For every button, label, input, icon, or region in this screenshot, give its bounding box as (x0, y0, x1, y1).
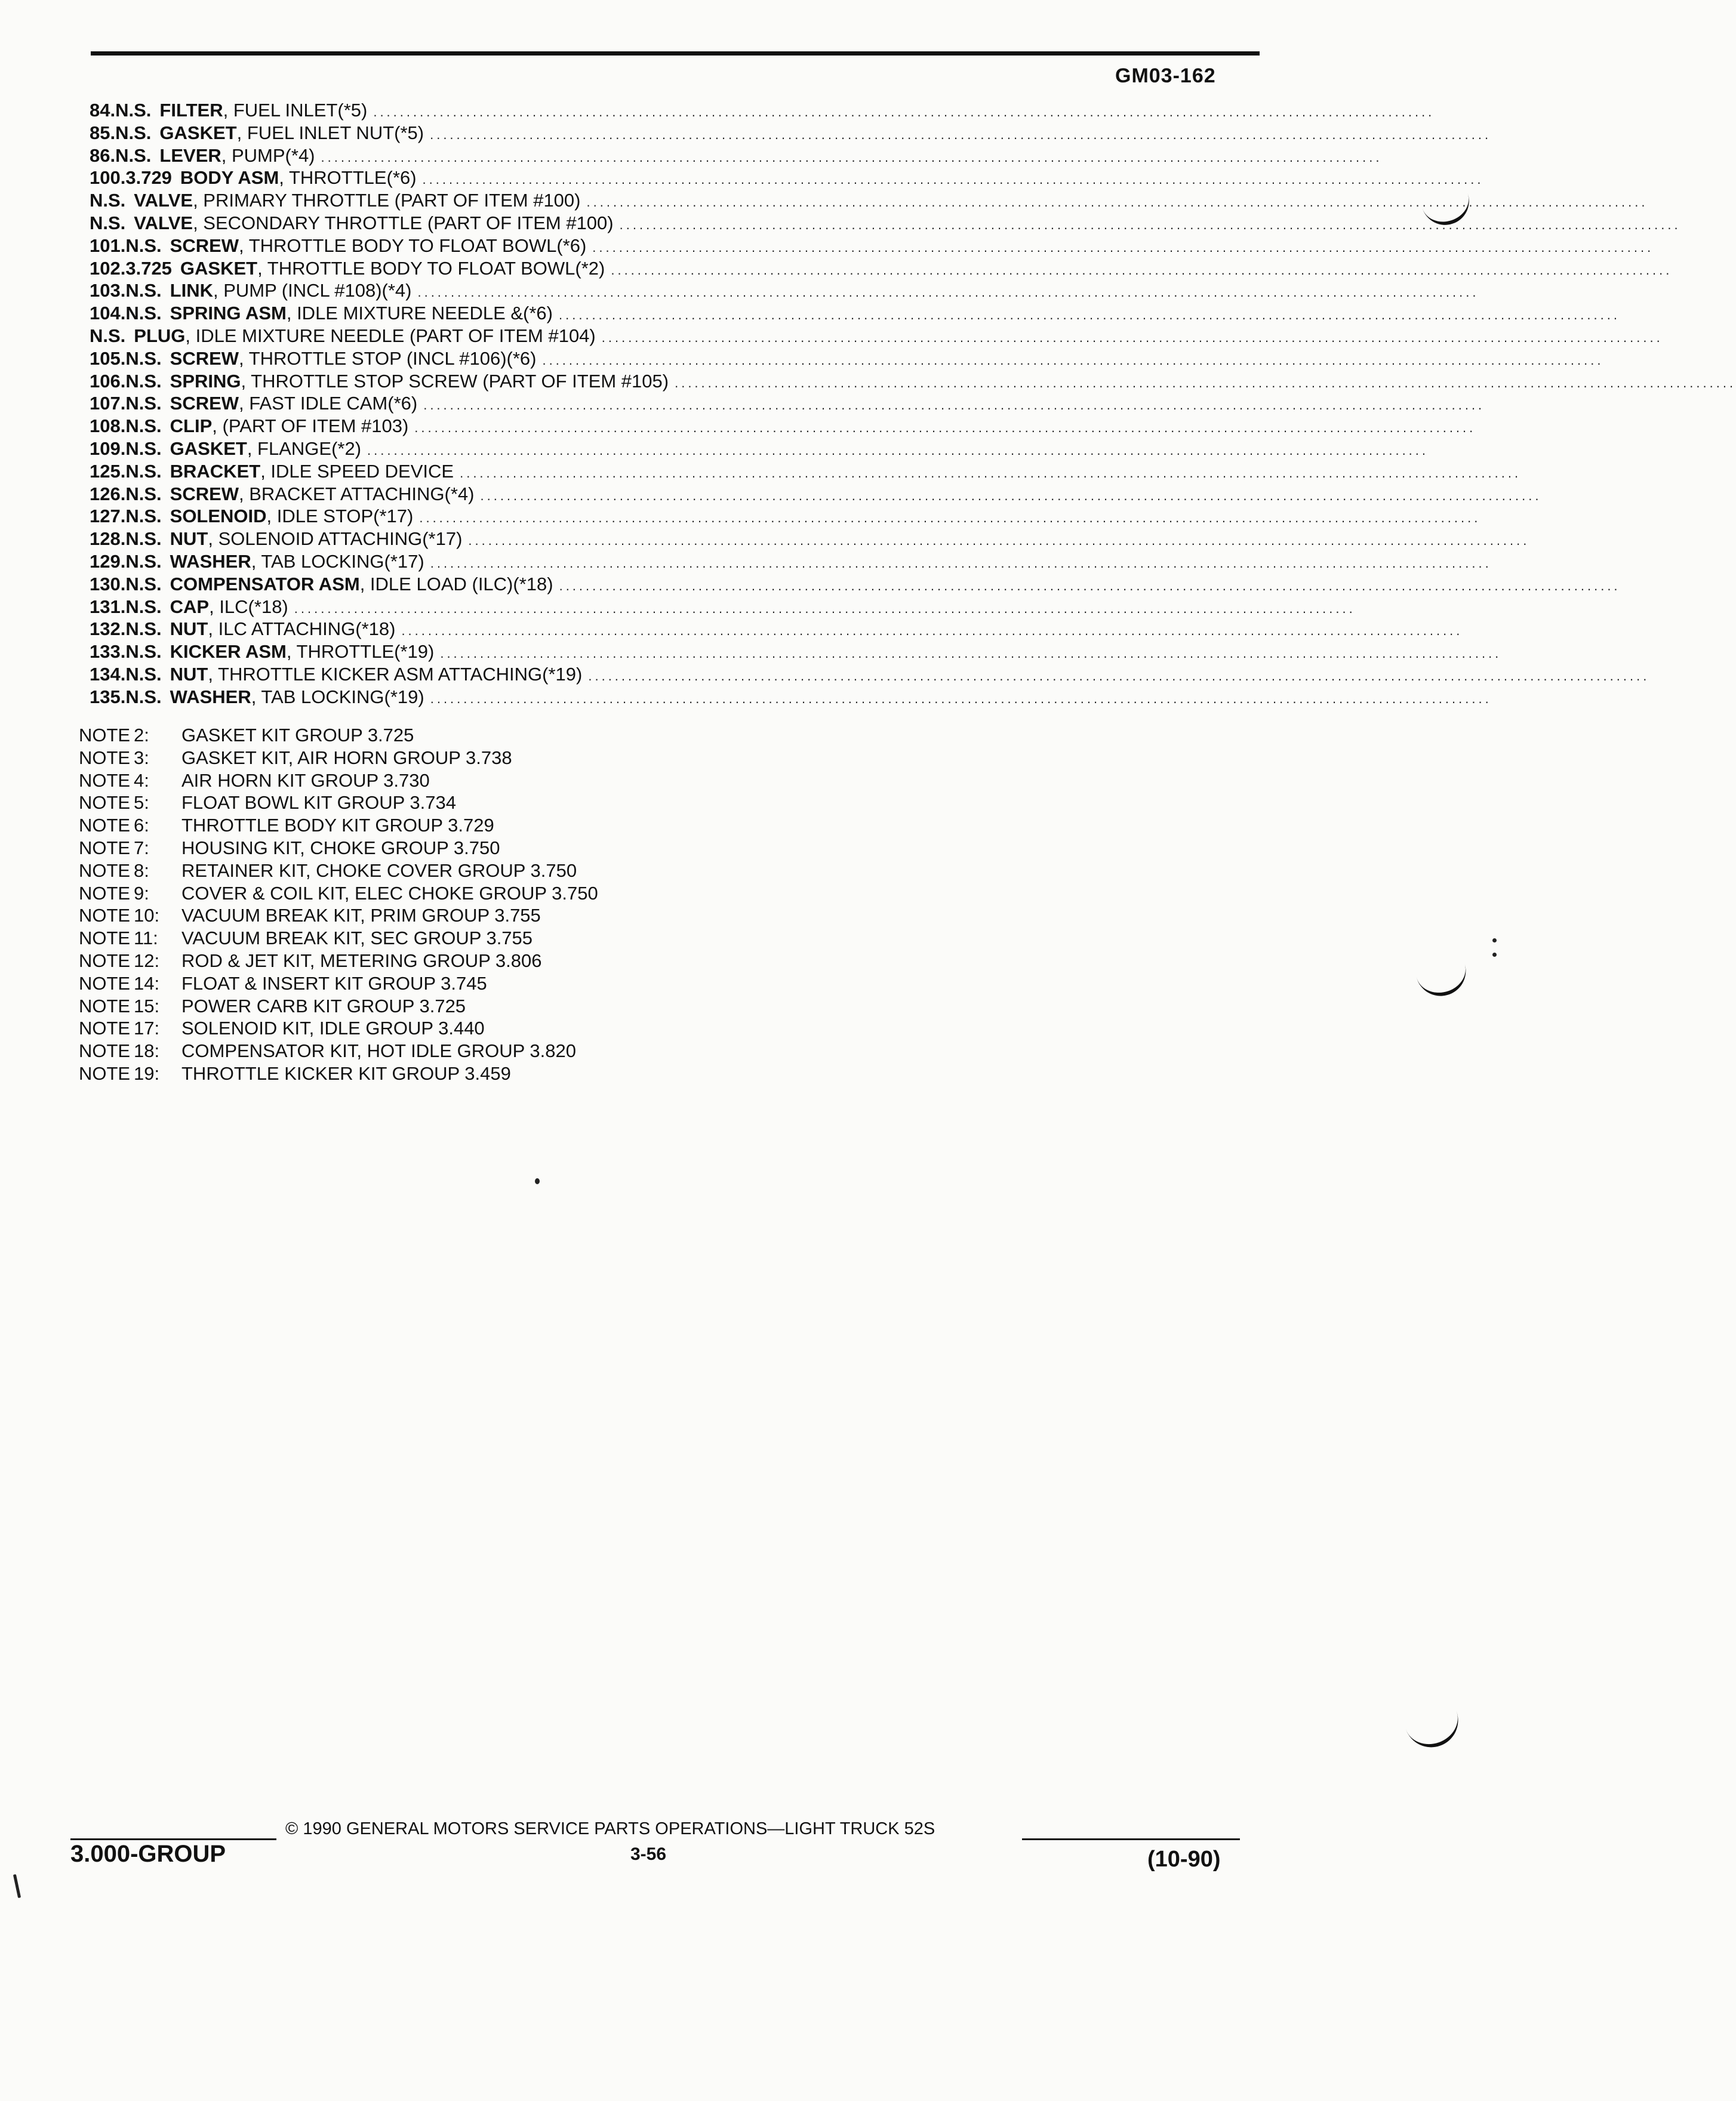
parts-row (90, 415, 1476, 438)
item-group: N.S. (90, 325, 126, 346)
item-number: 127. (90, 506, 126, 527)
item-group: 3.725 (125, 257, 172, 279)
note-label: NOTE (79, 905, 131, 926)
dot-leader: ................................................................................................................................................................ (430, 555, 1492, 571)
item-group: N.S. (125, 460, 162, 482)
note-text: SOLENOID KIT, IDLE GROUP 3.440 (181, 1018, 485, 1039)
note-row (79, 769, 598, 792)
item-description (125, 325, 595, 347)
item-part-detail: , THROTTLE STOP (INCL #106)(*6) (239, 347, 537, 369)
dot-leader: ................................................................................................................................................................ (294, 600, 1356, 616)
note-label: NOTE (79, 928, 131, 949)
item-group: N.S. (125, 641, 162, 663)
parts-row (90, 257, 1673, 280)
item-part-detail: , SOLENOID ATTACHING(*17) (208, 528, 463, 550)
item-description (172, 257, 605, 280)
item-number: 126. (90, 483, 126, 504)
item-description (162, 640, 435, 663)
note-row (79, 1040, 598, 1062)
scan-speck (1492, 938, 1497, 942)
note-row (79, 791, 598, 814)
footer-page-number: 3-56 (630, 1844, 667, 1864)
item-number: 103. (90, 280, 126, 301)
item-number: 84. (90, 100, 116, 121)
item-group: N.S. (115, 144, 152, 166)
item-group: N.S. (125, 596, 162, 617)
item-group: N.S. (125, 370, 162, 392)
item-part-detail: , (PART OF ITEM #103) (212, 415, 409, 437)
parts-row (90, 460, 1522, 483)
item-group: N.S. (125, 393, 162, 414)
note-text: ROD & JET KIT, METERING GROUP 3.806 (181, 950, 542, 971)
note-row (79, 972, 598, 995)
dot-leader: ................................................................................................................................................................ (559, 578, 1621, 593)
note-number: 6: (134, 815, 149, 836)
note-number: 5: (134, 792, 149, 814)
parts-row (90, 325, 1663, 347)
note-label: NOTE (79, 1040, 131, 1062)
item-part-name: SCREW (170, 483, 239, 504)
item-group: N.S. (125, 528, 162, 550)
item-part-detail: , THROTTLE BODY TO FLOAT BOWL(*2) (257, 257, 605, 279)
note-number: 4: (134, 769, 149, 791)
parts-row (90, 528, 1530, 550)
item-part-name: GASKET (170, 438, 247, 459)
dot-leader: ................................................................................................................................................................ (430, 691, 1492, 706)
dot-leader: ................................................................................................................................................................ (675, 375, 1736, 390)
scan-speck (1492, 953, 1497, 957)
note-text: COMPENSATOR KIT, HOT IDLE GROUP 3.820 (181, 1040, 576, 1062)
dot-leader: ................................................................................................................................................................ (588, 668, 1650, 683)
item-number: 129. (90, 550, 126, 572)
note-row (79, 882, 598, 905)
note-label: NOTE (79, 950, 131, 971)
note-label: NOTE (79, 769, 131, 791)
parts-row (90, 663, 1650, 686)
parts-row (90, 144, 1383, 167)
item-description (162, 460, 454, 483)
item-description (162, 415, 409, 438)
note-text: VACUUM BREAK KIT, SEC GROUP 3.755 (181, 928, 533, 949)
footer-copyright: © 1990 GENERAL MOTORS SERVICE PARTS OPERATIONS—LIGHT TRUCK 52S (285, 1819, 935, 1838)
dot-leader: ................................................................................................................................................................ (422, 172, 1484, 187)
dot-leader: ................................................................................................................................................................ (586, 195, 1648, 210)
item-part-detail: , FLANGE(*2) (247, 438, 362, 459)
item-group: N.S. (125, 483, 162, 504)
footer-date: (10-90) (1147, 1847, 1221, 1872)
parts-row (90, 167, 1484, 189)
parts-row (90, 212, 1681, 235)
note-label: NOTE (79, 747, 131, 768)
dot-leader: ................................................................................................................................................................ (601, 329, 1663, 345)
item-description (162, 279, 412, 302)
item-group: N.S. (125, 663, 162, 685)
dot-leader: ................................................................................................................................................................ (440, 646, 1502, 661)
item-part-detail: , IDLE SPEED DEVICE (260, 460, 454, 482)
item-description (125, 189, 580, 212)
item-number: 125. (90, 460, 126, 482)
note-row (79, 904, 598, 927)
item-part-name: SCREW (170, 393, 239, 414)
note-number: 12: (134, 950, 160, 971)
parts-row (90, 302, 1620, 325)
item-part-detail: , IDLE MIXTURE NEEDLE (PART OF ITEM #104) (185, 325, 596, 346)
parts-list (90, 99, 1736, 708)
item-part-name: CLIP (170, 415, 213, 437)
item-part-detail: , TAB LOCKING(*19) (251, 686, 424, 707)
item-part-name: SCREW (170, 347, 239, 369)
item-part-detail: , ILC(*18) (209, 596, 288, 617)
item-part-name: SPRING ASM (170, 303, 287, 324)
item-description (162, 505, 414, 528)
item-description (162, 483, 475, 506)
item-number: 104. (90, 303, 126, 324)
item-group: N.S. (125, 347, 162, 369)
binder-hole-mark (1415, 961, 1472, 1002)
item-number: 85. (90, 122, 116, 143)
note-label: NOTE (79, 1018, 131, 1039)
item-description (162, 438, 361, 460)
item-group: N.S. (125, 573, 162, 594)
note-number: 11: (134, 928, 158, 949)
dot-leader: ................................................................................................................................................................ (401, 623, 1463, 639)
note-label: NOTE (79, 792, 131, 814)
dot-leader: ................................................................................................................................................................ (460, 465, 1522, 480)
item-group: N.S. (125, 618, 162, 640)
parts-row (90, 370, 1736, 393)
item-part-name: SCREW (170, 235, 239, 256)
item-part-detail: , IDLE MIXTURE NEEDLE &(*6) (286, 303, 553, 324)
item-part-detail: , IDLE STOP(*17) (266, 506, 414, 527)
item-group: N.S. (115, 100, 152, 121)
item-number: 132. (90, 618, 126, 640)
item-part-detail: , PRIMARY THROTTLE (PART OF ITEM #100) (193, 190, 581, 211)
parts-row (90, 279, 1479, 302)
note-row (79, 1062, 598, 1085)
note-number: 15: (134, 995, 160, 1016)
item-part-detail: , THROTTLE BODY TO FLOAT BOWL(*6) (239, 235, 587, 256)
dot-leader: ................................................................................................................................................................ (619, 217, 1681, 232)
note-text: COVER & COIL KIT, ELEC CHOKE GROUP 3.750 (181, 882, 598, 904)
note-number: 10: (134, 905, 160, 926)
item-group: N.S. (125, 438, 162, 459)
note-number: 17: (134, 1018, 160, 1039)
item-number: 105. (90, 347, 126, 369)
item-part-name: SOLENOID (170, 506, 267, 527)
item-description (162, 573, 553, 596)
item-part-detail: , BRACKET ATTACHING(*4) (239, 483, 475, 504)
item-group: N.S. (125, 550, 162, 572)
footer-rule-left (70, 1838, 276, 1840)
item-description (125, 212, 613, 235)
parts-row (90, 392, 1485, 415)
item-part-name: VALVE (134, 190, 193, 211)
scan-speck (13, 1874, 21, 1898)
item-part-name: FILTER (159, 100, 223, 121)
dot-leader: ................................................................................................................................................................ (611, 262, 1673, 278)
item-part-name: COMPENSATOR ASM (170, 573, 360, 594)
note-number: 14: (134, 972, 160, 994)
scan-speck (535, 1178, 540, 1184)
note-number: 3: (134, 747, 149, 768)
note-text: THROTTLE KICKER KIT GROUP 3.459 (181, 1062, 511, 1084)
dot-leader: ................................................................................................................................................................ (430, 127, 1492, 142)
item-part-name: NUT (170, 618, 208, 640)
item-number: 101. (90, 235, 126, 256)
item-part-name: BRACKET (170, 460, 261, 482)
note-text: GASKET KIT, AIR HORN GROUP 3.738 (181, 747, 512, 768)
item-part-name: CAP (170, 596, 210, 617)
note-label: NOTE (79, 860, 131, 881)
item-group: N.S. (125, 235, 162, 256)
parts-row (90, 189, 1648, 212)
item-part-name: WASHER (170, 550, 251, 572)
parts-row (90, 618, 1463, 640)
item-description (162, 686, 424, 708)
item-part-detail: , FUEL INLET(*5) (223, 100, 368, 121)
dot-leader: ................................................................................................................................................................ (592, 239, 1654, 255)
item-part-detail: , PUMP (INCL #108)(*4) (213, 280, 412, 301)
notes-list (79, 724, 598, 1085)
item-part-detail: , FUEL INLET NUT(*5) (236, 122, 424, 143)
parts-row (90, 483, 1542, 506)
item-part-name: KICKER ASM (170, 641, 287, 663)
parts-row (90, 573, 1621, 596)
note-row (79, 747, 598, 769)
item-part-detail: , PUMP(*4) (221, 144, 315, 166)
item-group: N.S. (90, 212, 126, 233)
dot-leader: ................................................................................................................................................................ (423, 398, 1485, 413)
item-part-detail: , IDLE LOAD (ILC)(*18) (359, 573, 553, 594)
note-row (79, 724, 598, 747)
item-description (151, 144, 315, 167)
item-part-name: WASHER (170, 686, 251, 707)
dot-leader: ................................................................................................................................................................ (321, 149, 1383, 165)
dot-leader: ................................................................................................................................................................ (414, 420, 1476, 436)
note-label: NOTE (79, 882, 131, 904)
note-row (79, 1017, 598, 1040)
note-text: FLOAT & INSERT KIT GROUP 3.745 (181, 972, 487, 994)
item-group: N.S. (125, 280, 162, 301)
note-label: NOTE (79, 837, 131, 858)
note-label: NOTE (79, 725, 131, 745)
note-row (79, 837, 598, 860)
note-text: RETAINER KIT, CHOKE COVER GROUP 3.750 (181, 860, 577, 881)
parts-row (90, 99, 1435, 122)
parts-row (90, 640, 1502, 663)
item-number: 106. (90, 370, 126, 392)
item-part-name: NUT (170, 663, 208, 685)
item-description (162, 663, 583, 686)
note-label: NOTE (79, 995, 131, 1016)
note-number: 7: (134, 837, 149, 858)
dot-leader: ................................................................................................................................................................ (542, 352, 1604, 368)
item-number: 102. (90, 257, 126, 279)
dot-leader: ................................................................................................................................................................ (373, 104, 1435, 119)
note-text: THROTTLE BODY KIT GROUP 3.729 (181, 815, 494, 836)
item-part-detail: , THROTTLE(*6) (279, 167, 417, 189)
note-number: 9: (134, 882, 149, 904)
note-label: NOTE (79, 815, 131, 836)
note-text: AIR HORN KIT GROUP 3.730 (181, 769, 430, 791)
item-part-name: VALVE (134, 212, 193, 233)
item-description (162, 596, 288, 618)
item-part-name: GASKET (180, 257, 258, 279)
item-group: 3.729 (125, 167, 172, 189)
item-group: N.S. (125, 303, 162, 324)
item-number: 130. (90, 573, 126, 594)
item-part-detail: , TAB LOCKING(*17) (251, 550, 424, 572)
parts-row (90, 686, 1492, 708)
item-part-detail: , THROTTLE STOP SCREW (PART OF ITEM #105) (241, 370, 669, 392)
note-text: VACUUM BREAK KIT, PRIM GROUP 3.755 (181, 905, 541, 926)
parts-row (90, 122, 1492, 144)
item-number: 100. (90, 167, 126, 189)
item-description (162, 347, 537, 370)
item-description (162, 550, 424, 573)
item-number: 135. (90, 686, 126, 707)
note-row (79, 950, 598, 972)
parts-row (90, 235, 1654, 257)
item-part-name: LINK (170, 280, 213, 301)
note-row (79, 995, 598, 1018)
dot-leader: ................................................................................................................................................................ (480, 488, 1542, 503)
item-number: 131. (90, 596, 126, 617)
parts-row (90, 347, 1604, 370)
parts-row (90, 596, 1356, 618)
note-label: NOTE (79, 972, 131, 994)
dot-leader: ................................................................................................................................................................ (559, 307, 1620, 323)
note-text: POWER CARB KIT GROUP 3.725 (181, 995, 466, 1016)
item-part-name: BODY ASM (180, 167, 279, 189)
note-label: NOTE (79, 1062, 131, 1084)
item-description (151, 122, 424, 144)
footer-rule-right (1022, 1838, 1240, 1840)
parts-row (90, 505, 1481, 528)
item-number: 108. (90, 415, 126, 437)
item-description (162, 235, 587, 257)
note-number: 8: (134, 860, 149, 881)
item-part-detail: , SECONDARY THROTTLE (PART OF ITEM #100) (193, 212, 614, 233)
note-number: 18: (134, 1040, 160, 1062)
item-number: 109. (90, 438, 126, 459)
note-number: 2: (134, 725, 149, 745)
item-part-name: LEVER (159, 144, 221, 166)
item-group: N.S. (115, 122, 152, 143)
top-rule (91, 51, 1260, 56)
note-number: 19: (134, 1062, 160, 1084)
item-part-name: SPRING (170, 370, 241, 392)
note-row (79, 927, 598, 950)
item-description (162, 392, 418, 415)
item-part-name: NUT (170, 528, 208, 550)
item-part-detail: , THROTTLE(*19) (286, 641, 435, 663)
dot-leader: ................................................................................................................................................................ (417, 285, 1479, 300)
item-description (162, 618, 396, 640)
item-group: N.S. (125, 415, 162, 437)
item-description (162, 302, 553, 325)
footer-group: 3.000-GROUP (70, 1841, 226, 1867)
dot-leader: ................................................................................................................................................................ (419, 510, 1481, 526)
note-text: GASKET KIT GROUP 3.725 (181, 725, 414, 745)
item-number: 128. (90, 528, 126, 550)
parts-row (90, 550, 1492, 573)
item-number: 107. (90, 393, 126, 414)
item-part-detail: , THROTTLE KICKER ASM ATTACHING(*19) (208, 663, 583, 685)
item-description (162, 370, 669, 393)
item-number: 133. (90, 641, 126, 663)
note-text: FLOAT BOWL KIT GROUP 3.734 (181, 792, 456, 814)
note-row (79, 814, 598, 837)
item-description (162, 528, 463, 550)
item-group: N.S. (125, 506, 162, 527)
binder-hole-mark (1406, 1711, 1466, 1755)
dot-leader: ................................................................................................................................................................ (367, 442, 1429, 458)
item-number: 134. (90, 663, 126, 685)
item-part-detail: , ILC ATTACHING(*18) (208, 618, 396, 640)
item-part-detail: , FAST IDLE CAM(*6) (239, 393, 418, 414)
item-description (151, 99, 367, 122)
item-group: N.S. (90, 190, 126, 211)
item-part-name: PLUG (134, 325, 186, 346)
item-number: 86. (90, 144, 116, 166)
note-text: HOUSING KIT, CHOKE GROUP 3.750 (181, 837, 500, 858)
item-description (172, 167, 417, 189)
note-row (79, 860, 598, 882)
document-code: GM03-162 (1115, 64, 1216, 87)
item-part-name: GASKET (159, 122, 237, 143)
item-group: N.S. (125, 686, 162, 707)
parts-row (90, 438, 1429, 460)
dot-leader: ................................................................................................................................................................ (468, 533, 1530, 549)
